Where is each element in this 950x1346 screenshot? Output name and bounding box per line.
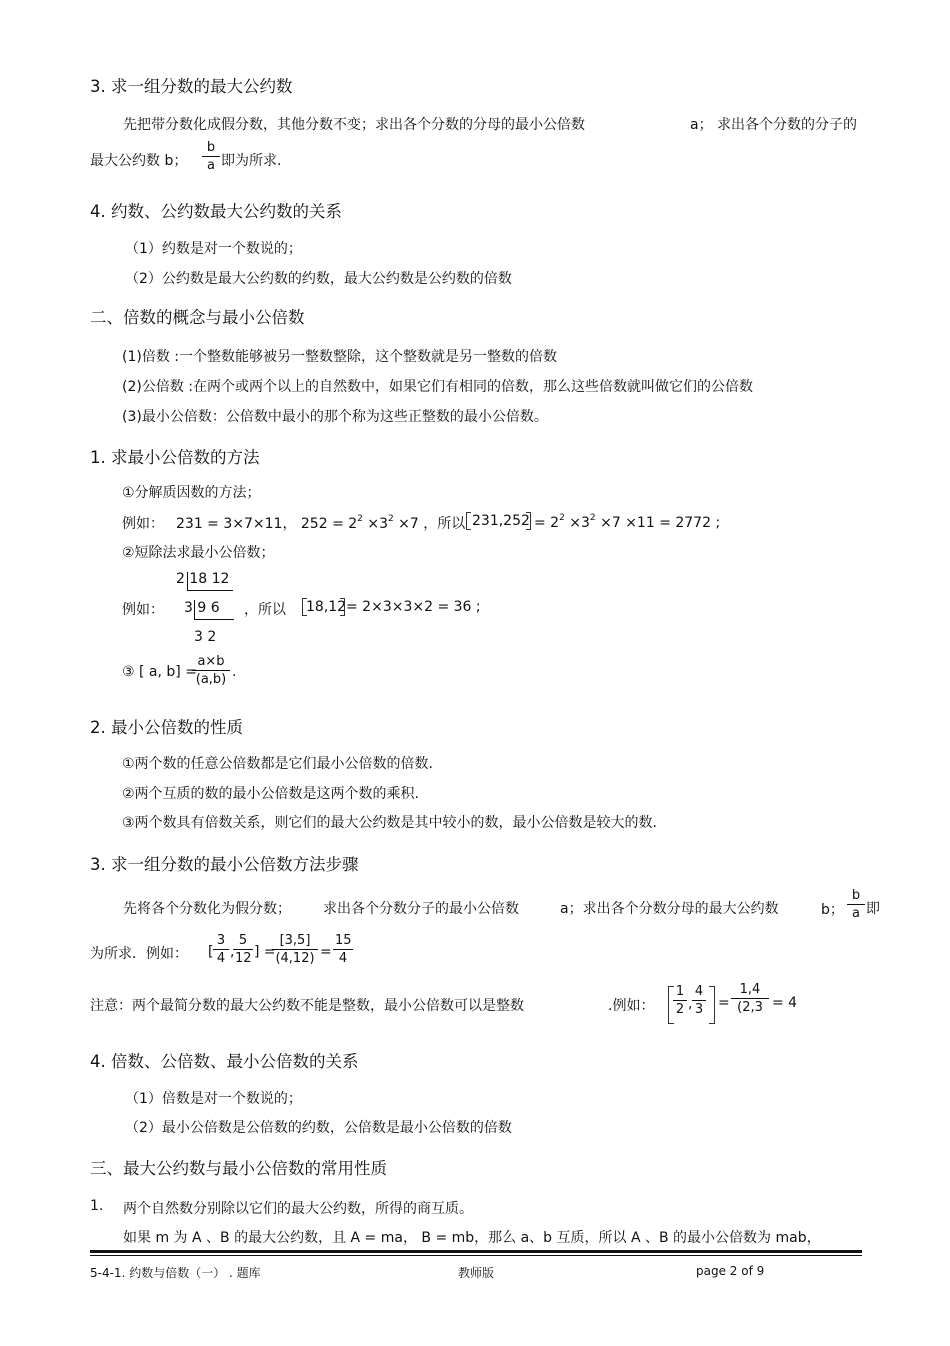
definition: (2)公倍数 :在两个或两个以上的自然数中，如果它们有相同的倍数，那么这些倍数就叫做它们的公倍数: [122, 379, 753, 395]
bracket-text: ] =: [254, 944, 276, 960]
fraction: 4 3: [692, 984, 706, 1017]
section-heading-2: 二、倍数的概念与最小公倍数: [90, 308, 305, 327]
short-division-line: [187, 590, 233, 591]
heading-3-gcd-fractions: 3. 求一组分数的最大公约数: [90, 77, 293, 96]
paragraph-text: b；: [821, 902, 844, 918]
bracket-right: [340, 598, 345, 616]
footer-left: 5-4-1. 约数与倍数（一） . 题库: [90, 1266, 261, 1280]
example-formula: = $2^2 \times 3^2 \times 7 \times 11 = 2772$ ;: [534, 513, 721, 531]
short-division-line: [187, 572, 188, 590]
example-label: 例如：: [122, 516, 164, 532]
short-division-line: [194, 600, 195, 619]
fraction-lcm-formula: [192, 654, 230, 687]
bracket-left: [466, 512, 471, 530]
footer-center: 教师版: [458, 1266, 495, 1280]
paragraph-text: 先将各个分数化为假分数；: [123, 901, 291, 917]
definition: (1)倍数 :一个整数能够被另一整数整除，这个整数就是另一整数的倍数: [122, 349, 557, 365]
short-division-line: [194, 619, 234, 620]
example-formula: 231 = 3×7×11， $252 = 2^2 \times 3^2 \times 7$ ，所以: [176, 514, 466, 532]
fraction: 1,4 (2,3: [731, 982, 769, 1015]
list-item: （1）倍数是对一个数说的；: [125, 1091, 302, 1107]
fraction: [3,5] (4,12): [272, 933, 318, 966]
definition: (3)最小公倍数：公倍数中最小的那个称为这些正整数的最小公倍数。: [122, 409, 548, 425]
method-item: ①分解质因数的方法；: [122, 485, 261, 501]
example-formula: 231,252: [472, 513, 530, 529]
paragraph-text: 先把带分数化成假分数，其他分数不变；求出各个分数的分母的最小公倍数: [123, 117, 585, 133]
paragraph-text: 即: [866, 901, 880, 917]
fraction: 1 2: [673, 984, 687, 1017]
fraction-b-over-a: [847, 888, 865, 921]
heading-multiples-relation: 4. 倍数、公倍数、最小公倍数的关系: [90, 1052, 359, 1071]
paragraph-text: a；求出各个分数分母的最大公约数: [560, 901, 779, 917]
method-item: ③ [ a, b] =: [122, 664, 197, 680]
result: = 4: [772, 995, 798, 1011]
fraction-denominator: a: [852, 906, 860, 921]
fraction-numerator: b: [851, 888, 861, 903]
property-item: ③两个数具有倍数关系，则它们的最大公约数是其中较小的数，最小公倍数是较大的数.: [122, 815, 657, 831]
property-text: 两个自然数分别除以它们的最大公约数，所得的商互质。: [123, 1201, 473, 1217]
item-number: 1.: [90, 1198, 104, 1214]
short-division-row: 3 9 6: [184, 600, 220, 616]
equals: =: [320, 944, 332, 960]
heading-lcm-properties: 2. 最小公倍数的性质: [90, 718, 243, 737]
paragraph-text: a； 求出各个分数的分子的: [690, 117, 858, 133]
list-item: （2）公约数是最大公约数的约数，最大公约数是公约数的倍数: [125, 271, 512, 287]
equals: =: [718, 995, 730, 1011]
short-division-row: 3 2: [194, 629, 217, 645]
fraction-bar: [202, 156, 220, 157]
example-formula: = 2×3×3×2 = 36 ;: [346, 599, 481, 615]
fraction-numerator: a×b: [197, 654, 225, 669]
fraction-b-over-a: [202, 140, 220, 173]
footer-divider: [90, 1250, 862, 1253]
note-text: .例如：: [608, 998, 655, 1014]
bracket-right: [526, 512, 531, 530]
fraction-bar: [192, 670, 230, 671]
section-heading-3: 三、最大公约数与最小公倍数的常用性质: [90, 1159, 387, 1178]
fraction: 3 4: [213, 933, 229, 966]
punctuation: .: [232, 664, 237, 680]
fraction: 15 4: [335, 933, 352, 966]
bracket-right: [709, 986, 715, 1024]
paragraph-text: 求出各个分数分子的最小公倍数: [323, 901, 519, 917]
fraction-numerator: b: [206, 140, 216, 155]
method-item: ②短除法求最小公倍数；: [122, 545, 275, 561]
comma: ,: [688, 996, 693, 1012]
fraction-denominator: (a,b): [195, 672, 227, 687]
fraction-denominator: a: [207, 158, 215, 173]
property-item: ②两个互质的数的最小公倍数是这两个数的乘积.: [122, 786, 419, 802]
list-item: （2）最小公倍数是公倍数的约数，公倍数是最小公倍数的倍数: [125, 1120, 512, 1136]
heading-lcm-methods: 1. 求最小公倍数的方法: [90, 448, 260, 467]
example-formula: 18,12: [306, 599, 347, 615]
paragraph-text: 最大公约数 b；: [90, 153, 188, 169]
example-label: 例如：: [122, 602, 164, 618]
property-item: ①两个数的任意公倍数都是它们最小公倍数的倍数.: [122, 756, 433, 772]
footer-divider: [90, 1255, 862, 1256]
fraction-bar: [847, 904, 865, 905]
note-text: 注意：两个最简分数的最大公约数不能是整数，最小公倍数可以是整数: [90, 998, 524, 1014]
comma: ,: [230, 944, 235, 960]
heading-lcm-fractions: 3. 求一组分数的最小公倍数方法步骤: [90, 855, 359, 874]
short-division-row: 2 18 12: [176, 571, 230, 587]
fraction: 5 12: [235, 933, 252, 966]
paragraph-text: 即为所求.: [221, 153, 282, 169]
bracket-text: [: [208, 944, 214, 960]
property-text: 如果 m 为 A 、B 的最大公约数，且 A = ma， B = mb，那么 a、b 互质，所以 A 、B 的最小公倍数为 mab，: [123, 1230, 821, 1246]
heading-4-relation: 4. 约数、公约数最大公约数的关系: [90, 202, 342, 221]
example-formula: ，所以: [244, 602, 286, 618]
footer-page-number: page 2 of 9: [696, 1264, 765, 1278]
paragraph-text: 为所求．例如：: [90, 946, 188, 962]
list-item: （1）约数是对一个数说的；: [125, 241, 302, 257]
